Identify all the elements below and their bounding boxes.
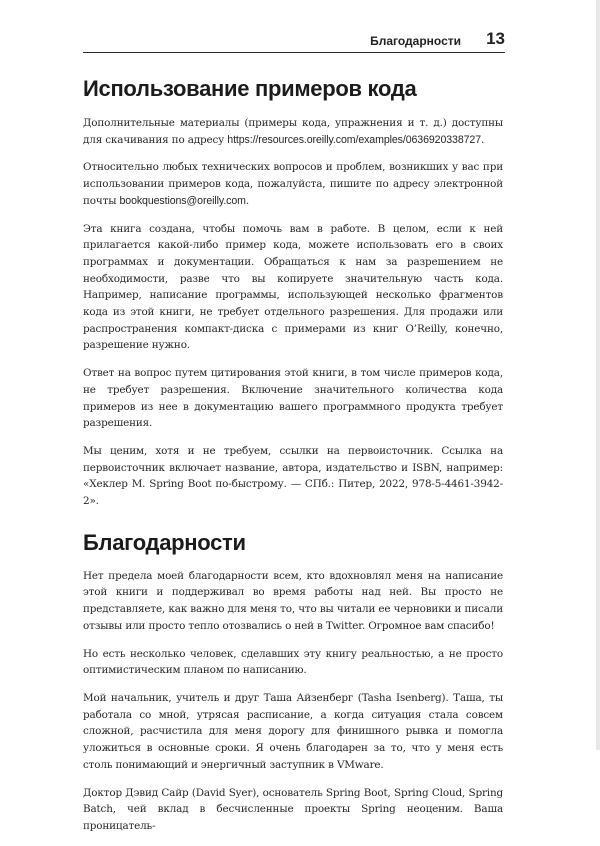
paragraph-download-materials xyxy=(83,115,503,148)
paragraph-few-people: Но есть несколько человек, сделавших эту книгу реальностью, а не просто оптимистическим планом по написанию. xyxy=(83,647,503,677)
running-header xyxy=(83,30,505,53)
paragraph-david: Доктор Дэвид Сайр (David Syer), основатель Spring Boot, Spring Cloud, Spring Batch, чей вклад в бесчисленные проекты Spring неоценим. Ваша проницатель- xyxy=(83,786,503,832)
paragraph-thanks-all: Нет предела моей благодарности всем, кто вдохновлял меня на написание этой книги и поддерживал во время работы над ней. Вы просто не представляете, как важно для меня то, что вы читали ее черновики и писали отзывы или просто тепло отозвались о ней в Twitter. Огромное вам спасибо! xyxy=(83,569,503,632)
page-number: 13 xyxy=(486,29,505,48)
paragraph-citation: Ответ на вопрос путем цитирования этой книги, в том числе примеров кода, не требует разрешения. Включение значительного количества кода примеров из нее в документацию вашего программного продукта требует разрешения. xyxy=(83,367,503,430)
contact-email-link[interactable]: bookquestions@oreilly.com xyxy=(119,194,246,207)
section-title-acknowledgements: Благодарности xyxy=(83,529,246,555)
paragraph-technical-questions xyxy=(83,159,503,209)
paragraph-end: . xyxy=(481,133,485,146)
paragraph-permissions: Эта книга создана, чтобы помочь вам в работе. В целом, если к ней прилагается какой-либо пример кода, можете использовать его в своих программах и документации. Обращаться к нам за разрешением не необходимости, разве что вы копируете значительную часть кода. Например, написание программы, использующей несколько фрагментов кода из этой книги, не требует отдельного разрешения. Для продажи или распространения компакт-диска с примерами из книг O’Reilly, конечно, разрешение нужно. xyxy=(83,222,503,352)
section-title-code-examples: Использование примеров кода xyxy=(83,76,417,101)
page-content xyxy=(83,75,503,846)
paragraph-tasha: Мой начальник, учитель и друг Таша Айзенберг (Tasha Isenberg). Таша, ты работала со мной, утрясая расписание, а когда ситуация стала совсем сложной, расчистила для меня дорогу для финишного рывка и помогла уложиться в основные сроки. Я очень благодарен за то, что у меня есть столь понимающий и энергичный заступник в VMware. xyxy=(83,691,503,771)
paragraph-text: Относительно любых технических вопросов и проблем, возникших у вас при использовании примеров кода, пожалуйста, пишите по адресу электронной почты xyxy=(83,161,503,207)
paragraph-text: Дополнительные материалы (примеры кода, упражнения и т. д.) доступны для скачивания по адресу xyxy=(83,117,503,146)
paragraph-attribution: Мы ценим, хотя и не требуем, ссылки на первоисточник. Ссылка на первоисточник включает название, автора, издательство и ISBN, например: «Хеклер М. Spring Boot по-быстрому. — СПб.: Питер, 2022, 978-5-4461-3942-2». xyxy=(83,444,503,508)
page-edge xyxy=(596,0,600,750)
running-title: Благодарности xyxy=(370,34,461,48)
paragraph-end: . xyxy=(245,194,250,207)
download-url-link[interactable]: https://resources.oreilly.com/examples/0636920338727 xyxy=(227,133,481,146)
